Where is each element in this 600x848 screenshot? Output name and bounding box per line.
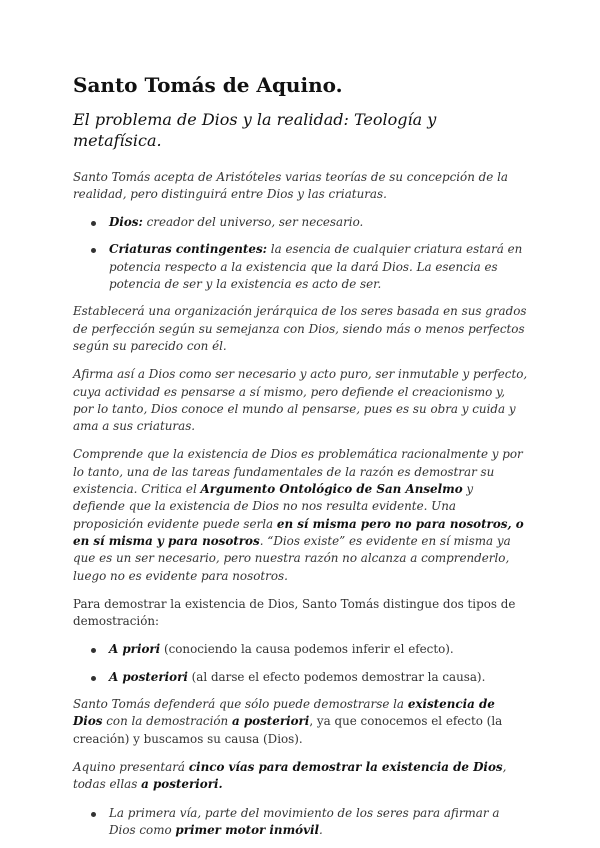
paragraph [73,596,528,631]
paragraph [73,303,528,355]
bold-text: en sí misma pero no para nosotros, o en sí misma y para nosotros [73,516,524,548]
list-item-text [109,641,528,658]
text-run: Afirma así a Dios como ser necesario y acto puro, ser inmutable y perfecto, cuya actividad es pensarse a sí mismo, pero defiende el creacionismo y, por lo tanto, Dios conoce el mundo al pensarse, pues es su obra y cuida y ama a sus criaturas. [73,367,528,434]
text-run: Para demostrar la existencia de Dios, Santo Tomás distingue dos tipos de demostración: [73,596,516,629]
bullet-dot-icon [91,221,96,226]
page-title: Santo Tomás de Aquino. [73,73,343,97]
list-item [89,805,528,840]
bold-text: a posteriori [231,714,310,729]
bold-text: existencia de Dios [73,697,495,729]
text-run: Establecerá una organización jerárquica de los seres basada en sus grados de perfección según su semejanza con Dios, siendo más o menos perfectos según su parecido con él. [73,304,527,353]
list-item-text [109,669,528,686]
bold-text: primer motor inmóvil [175,822,320,837]
bullet-list [73,805,528,840]
page-subtitle: El problema de Dios y la realidad: Teología y metafísica. [73,110,437,150]
text-run: (conociendo la causa podemos inferir el efecto). [160,642,454,657]
paragraph [73,169,528,204]
bullet-list [73,641,528,686]
list-item-text [109,805,528,840]
text-run: creador del universo, ser necesario. [142,215,364,230]
text-run: , ya que conocemos el efecto (la creación) y buscamos su causa (Dios). [73,714,503,746]
bold-text: Argumento Ontológico de San Anselmo [200,482,463,497]
document-body [73,169,528,840]
list-item-text [109,241,528,293]
bold-text: A posteriori [109,669,188,684]
text-run: Santo Tomás acepta de Aristóteles varias teorías de su concepción de la realidad, pero distinguirá entre Dios y las criaturas. [73,169,508,201]
bold-text: A priori [109,642,161,657]
paragraph [73,366,528,435]
text-run: con la demostración [102,714,232,729]
bullet-dot-icon [91,248,96,253]
bullet-dot-icon [91,648,96,653]
list-item-text [109,214,528,231]
text-run: Aquino presentará [73,759,189,774]
bullet-dot-icon [91,812,96,817]
text-run: (al darse el efecto podemos demostrar la causa). [187,669,486,684]
bullet-dot-icon [91,676,96,681]
paragraph [73,759,528,794]
paragraph [73,696,528,748]
list-item [89,669,528,686]
text-run: . [319,822,323,837]
bold-text: Dios: [109,215,143,230]
text-run: La primera vía, parte del movimiento de los seres para afirmar a Dios como [109,805,500,837]
bullet-list [73,214,528,293]
bold-text: Criaturas contingentes: [109,242,268,257]
text-run: , todas ellas [73,759,507,792]
list-item [89,241,528,293]
text-run: Santo Tomás defenderá que sólo puede demostrarse la [73,697,408,712]
paragraph [73,446,528,584]
bold-text: cinco vías para demostrar la existencia de Dios [188,759,503,774]
list-item [89,641,528,658]
text-run: Comprende que la existencia de Dios es problemática racionalmente y por lo tanto, una de las tareas fundamentales de la razón es demostrar su existencia. Critica el [73,447,523,497]
text-run: y defiende que la existencia de Dios no nos resulta evidente. Una proposición evidente puede serla [73,482,474,531]
text-run: la esencia de cualquier criatura estará en potencia respecto a la existencia que la dará Dios. La esencia es potencia de ser y la existencia es acto de ser. [109,242,523,292]
list-item [89,214,528,231]
text-run: . “Dios existe” es evidente en sí misma ya que es un ser necesario, pero nuestra razón no alcanza a comprenderlo, luego no es evidente para nosotros. [73,533,511,583]
bold-text: a posteriori. [141,777,223,792]
